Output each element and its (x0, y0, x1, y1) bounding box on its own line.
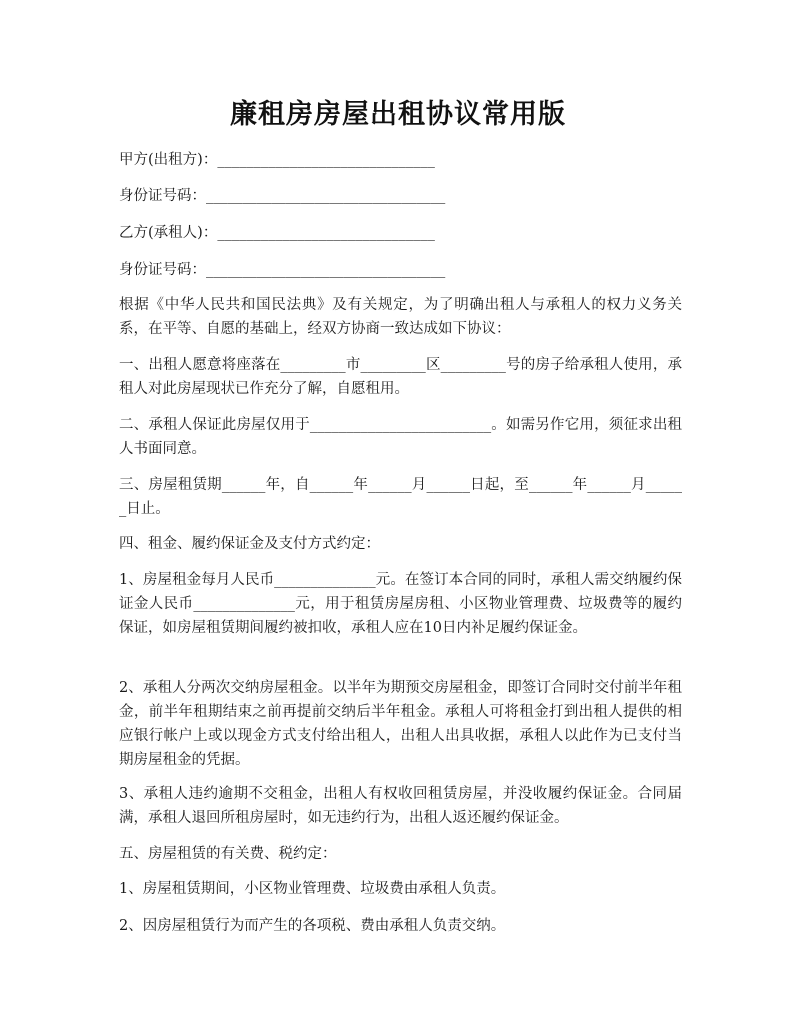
clause-5-2-line: 2、因房屋租赁行为而产生的各项税、费由承租人负责交纳。 (119, 918, 506, 934)
document-title: 廉租房房屋出租协议常用版 (230, 99, 566, 130)
party-b-id-line: 身份证号码：_________________________________ (119, 262, 446, 278)
clause-4-1-paragraph: 1、房屋租金每月人民币______________元。在签订本合同的同时，承租人需交纳履约保证金人民币______________元，用于租赁房屋房租、小区物业管理费、垃圾费等的履约保证，如房屋租赁期间履约被扣收，承租人应在10日内补足履约保证金。 (119, 572, 682, 636)
clause-1-paragraph: 一、出租人愿意将座落在_________市_________区_________号的房子给承租人使用，承租人对此房屋现状已作充分了解，自愿租用。 (119, 357, 682, 397)
party-a-line: 甲方(出租方)：______________________________ (119, 152, 435, 168)
clause-4-3-paragraph: 3、承租人违约逾期不交租金，出租人有权收回租赁房屋，并没收履约保证金。合同届满，承租人退回所租房屋时，如无违约行为，出租人返还履约保证金。 (119, 786, 682, 826)
clause-4-2-paragraph: 2、承租人分两次交纳房屋租金。以半年为期预交房屋租金，即签订合同时交付前半年租金，前半年租期结束之前再提前交纳后半年租金。承租人可将租金打到出租人提供的相应银行帐户上或以现金方式支付给出租人，出租人出具收据，承租人以此作为已支付当期房屋租金的凭据。 (119, 680, 682, 768)
clause-3-paragraph: 三、房屋租赁期______年，自______年______月______日起，至______年______月______日止。 (119, 477, 682, 517)
intro-paragraph: 根据《中华人民共和国民法典》及有关规定，为了明确出租人与承租人的权力义务关系，在平等、自愿的基础上，经双方协商一致达成如下协议： (119, 297, 682, 337)
clause-4-heading: 四、租金、履约保证金及支付方式约定： (119, 536, 380, 552)
party-a-id-line: 身份证号码：_________________________________ (119, 188, 446, 204)
clause-2-paragraph: 二、承租人保证此房屋仅用于_________________________。如需另作它用，须征求出租人书面同意。 (119, 417, 682, 457)
clause-5-1-line: 1、房屋租赁期间，小区物业管理费、垃圾费由承租人负责。 (119, 881, 506, 897)
party-b-line: 乙方(承租人)：______________________________ (119, 225, 435, 241)
clause-5-heading: 五、房屋租赁的有关费、税约定： (119, 846, 337, 862)
